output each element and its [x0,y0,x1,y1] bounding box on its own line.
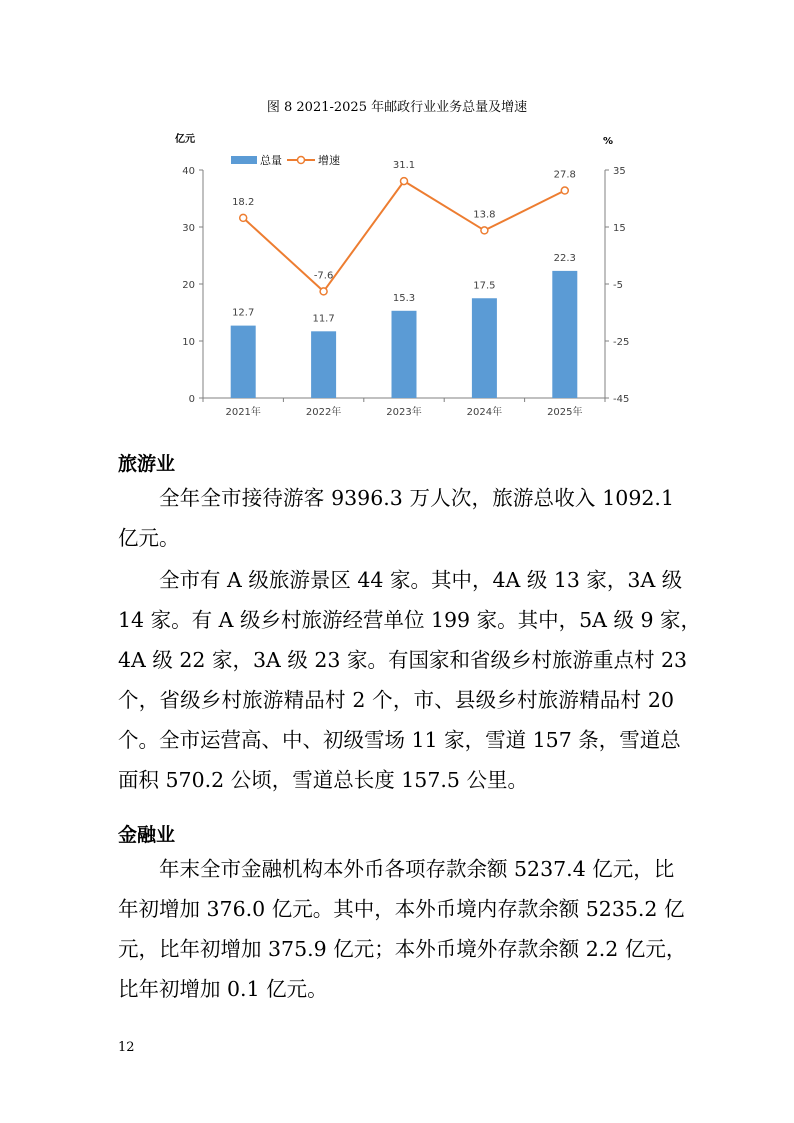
line-data-label: 31.1 [392,160,416,172]
bar-2024年 [472,298,497,398]
right-tick-label: -5 [613,280,623,291]
figure-title: 图 8 2021-2025 年邮政行业业务总量及增速 [266,100,528,115]
right-tick-label: -25 [613,337,630,348]
line-data-label: 27.8 [553,169,576,181]
text-line: 年末全市金融机构本外币各项存款余额 5237.4 亿元，比 [159,857,675,881]
section-heading-finance: 金融业 [118,824,176,846]
bar-data-label: 15.3 [392,292,416,304]
text-line: 年初增加 376.0 亿元。其中，本外币境内存款余额 5235.2 亿 [118,897,685,921]
text-line: 个。全市运营高、中、初级雪场 11 家，雪道 157 条，雪道总 [118,728,681,752]
bar-data-label: 12.7 [232,307,255,319]
line-data-label: 18.2 [232,196,255,208]
growth-point-2025年 [561,187,568,194]
growth-rate-line [243,181,565,291]
x-tick-label: 2024年 [466,407,503,418]
section-heading-tourism: 旅游业 [118,453,176,475]
legend-line-label: 增速 [318,154,340,167]
left-tick-label: 30 [182,223,195,234]
left-tick-label: 40 [182,166,195,177]
line-data-label: 13.8 [473,209,496,221]
left-tick-label: 0 [188,394,195,405]
text-line: 4A 级 22 家，3A 级 23 家。有国家和省级乡村旅游重点村 23 [118,648,688,672]
text-line: 全年全市接待游客 9396.3 万人次，旅游总收入 1092.1 [159,486,674,510]
finance-paragraph-1 [118,849,687,1009]
x-tick-label: 2025年 [547,407,583,418]
right-tick-label: -45 [613,394,630,405]
growth-point-2021年 [240,214,247,221]
right-tick-label: 35 [613,166,626,177]
postal-business-chart [150,125,650,425]
tourism-paragraph-1 [118,478,674,558]
growth-point-2024年 [481,227,488,234]
left-tick-label: 10 [182,337,195,348]
left-tick-label: 20 [182,280,195,291]
x-tick-label: 2023年 [386,407,422,418]
legend-bar-label: 总量 [260,154,282,167]
bar-2023年 [392,311,417,398]
legend-line-marker [298,157,305,164]
legend-bar-swatch [231,156,257,164]
x-tick-label: 2022年 [305,407,342,418]
text-line: 比年初增加 0.1 亿元。 [118,977,328,1001]
text-line: 元，比年初增加 375.9 亿元；本外币境外存款余额 2.2 亿元， [118,937,687,961]
text-line: 面积 570.2 公顷，雪道总长度 157.5 公里。 [118,768,528,792]
page-number: 12 [118,1040,135,1055]
text-line: 个，省级乡村旅游精品村 2 个，市、县级乡村旅游精品村 20 [118,688,674,712]
x-tick-label: 2021年 [225,407,261,418]
tourism-paragraph-2 [118,560,702,800]
bar-data-label: 22.3 [553,252,576,264]
line-data-label: -7.6 [313,270,334,282]
right-tick-label: 15 [613,223,626,234]
text-line: 全市有 A 级旅游景区 44 家。其中，4A 级 13 家，3A 级 [159,568,683,592]
bar-2021年 [231,326,256,398]
text-line: 亿元。 [118,526,180,550]
left-axis-unit: 亿元 [175,134,195,145]
text-line: 14 家。有 A 级乡村旅游经营单位 199 家。其中，5A 级 9 家， [118,608,702,632]
right-axis-unit: % [602,136,614,147]
bar-2025年 [552,271,577,398]
growth-point-2023年 [401,178,408,185]
bar-data-label: 11.7 [312,313,335,325]
bar-2022年 [311,331,336,398]
growth-point-2022年 [320,288,327,295]
bar-data-label: 17.5 [473,280,496,292]
